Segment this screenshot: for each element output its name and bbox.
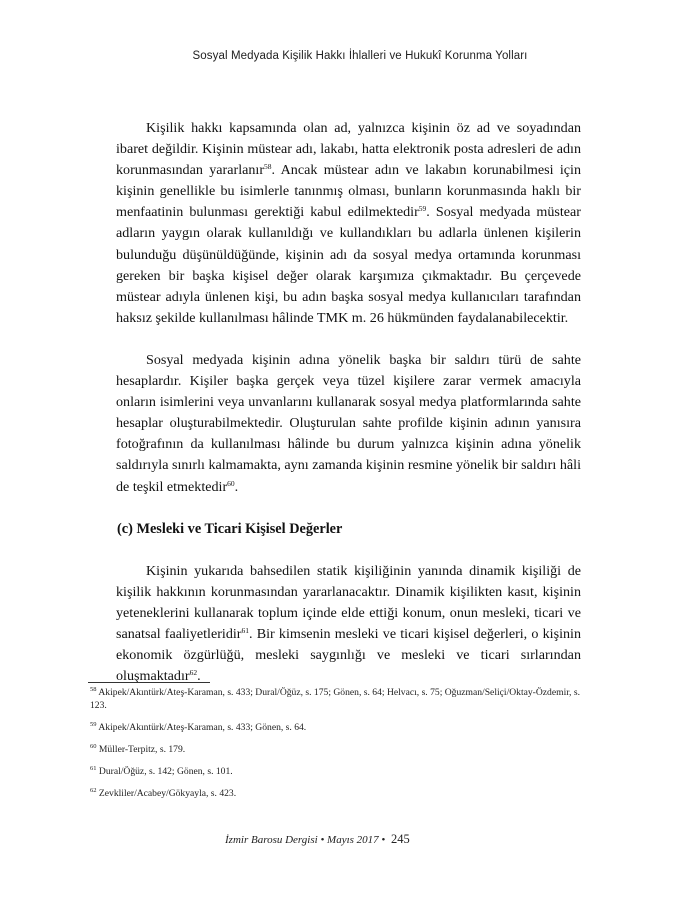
- section-heading-title: Mesleki ve Ticari Kişisel Değerler: [136, 520, 343, 537]
- footnote-59: [90, 721, 580, 734]
- footnote-text: Akipek/Akıntürk/Ateş-Karaman, s. 433; Dural/Öğüz, s. 175; Gönen, s. 64; Helvacı, s. 75; Oğuzman/Seliçi/Oktay-Özdemir, s. 123.: [90, 687, 580, 711]
- section-heading-label: (c): [117, 520, 133, 537]
- paragraph-text: Sosyal medyada kişinin adına yönelik başka bir saldırı türü de sahte hesaplardır. Kişiler başka gerçek veya tüzel kişilere zarar vermek amacıyla onların isimlerini veya unvanlarını kullanarak sosyal medya platformlarında sahte hesaplar oluşturabilmektedir. Oluşturulan sahte profilde kişinin adının yanısıra fotoğrafının da kullanılması hâlinde bu durum yalnızca kişinin adına yönelik saldırıyla sınırlı kalmamakta, aynı zamanda kişinin resmine yönelik bir saldırı hâli de teşkil etmektedir: [116, 351, 581, 495]
- footnote-number: 61: [90, 765, 97, 772]
- footnote-text: Dural/Öğüz, s. 142; Gönen, s. 101.: [98, 766, 233, 777]
- footnote-number: 62: [90, 787, 97, 794]
- footnotes: [90, 686, 580, 809]
- footnote-number: 58: [90, 686, 97, 693]
- footnote-ref-59[interactable]: 59: [418, 204, 427, 214]
- footnote-number: 59: [90, 721, 97, 728]
- paragraph-text: . Sosyal medyada müstear adların yaygın olarak kullanıldığı ve kullandıkları bu adlarla ünlenen kişilerin bulunduğu düşünüldüğünde, kişinin adı da sosyal medya ortamında korunması gereken bir başka kişisel değer olarak karşımıza çıkmaktadır. Bu çerçevede müstear adıyla ünlenen kişi, bu adın başka sosyal medya kullanıcıları tarafından haksız şekilde kullanılması hâlinde TMK m. 26 hükmünden faydalanabilecektir.: [116, 204, 581, 326]
- footnote-60: [90, 743, 580, 756]
- footnote-ref-58[interactable]: 58: [264, 162, 272, 172]
- footnote-text: Müller-Terpitz, s. 179.: [98, 744, 186, 755]
- footnote-ref-62[interactable]: 62: [189, 668, 198, 678]
- paragraph-text: Kişinin yukarıda bahsedilen statik kişiliğinin yanında dinamik kişiliği de kişilik hakkının korunmasından yararlanacaktır. Dinamik kişilikten kasıt, kişinin yeteneklerini kullanarak toplum içinde elde ettiği konum, onun mesleki, ticari ve sanatsal faaliyetleridir: [116, 562, 581, 642]
- footnote-62: [90, 787, 580, 800]
- footnote-ref-61[interactable]: 61: [241, 625, 249, 635]
- paragraph-1: [116, 118, 581, 329]
- footnote-number: 60: [90, 743, 97, 750]
- footnote-ref-60[interactable]: 60: [227, 478, 235, 488]
- footnote-58: [90, 686, 580, 712]
- page-number: 245: [391, 832, 410, 846]
- running-head: Sosyal Medyada Kişilik Hakkı İhlalleri ve Hukukî Korunma Yolları: [192, 50, 528, 62]
- footnote-divider: [88, 682, 210, 683]
- paragraph-text: .: [234, 478, 239, 495]
- paragraph-2: [116, 350, 581, 498]
- paragraph-text: Kişilik hakkı kapsamında olan ad, yalnızca kişinin öz ad ve soyadından ibaret değildir. Kişinin müstear adı, lakabı, hatta elektronik posta adresleri de adın korunmasından yararlanır: [116, 120, 581, 179]
- paragraph-3: [116, 561, 581, 688]
- body-text: [116, 118, 581, 687]
- paragraph-text: . Ancak müstear adın ve lakabın korunabilmesi için kişinin genellikle bu isimlerle tanınmış olması, bunların korunmasında haklı bir menfaatinin bulunması gerektiği kabul edilmektedir: [116, 162, 581, 221]
- footnote-text: Akipek/Akıntürk/Ateş-Karaman, s. 433; Gönen, s. 64.: [98, 722, 307, 733]
- journal-name: İzmir Barosu Dergisi • Mayıs 2017 •: [225, 834, 386, 846]
- page-footer: [225, 832, 485, 847]
- footnote-text: Zevkliler/Acabey/Gökyayla, s. 423.: [98, 788, 237, 799]
- paragraph-text: .: [197, 668, 201, 685]
- paragraph-text: . Bir kimsenin mesleki ve ticari kişisel değerleri, o kişinin ekonomik özgürlüğü, mesleki saygınlığı ve mesleki ve ticari sırlarından oluşmaktadır: [116, 625, 581, 685]
- footnote-61: [90, 765, 580, 778]
- section-heading: [116, 519, 581, 540]
